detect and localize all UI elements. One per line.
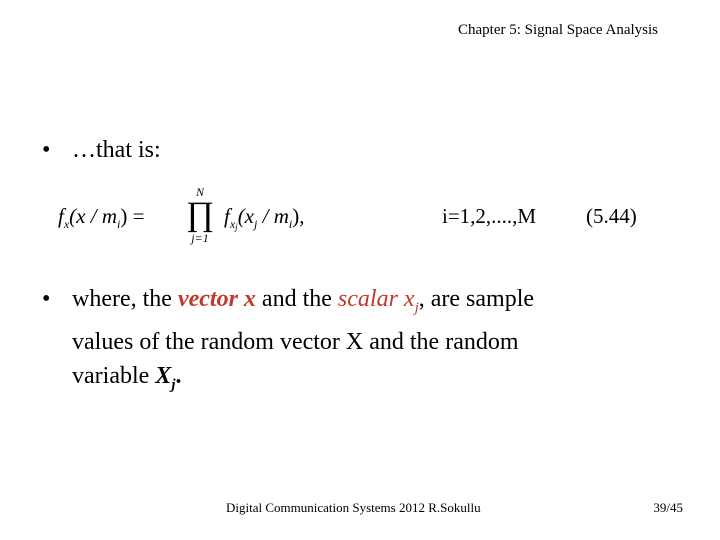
equation-range: i=1,2,....,M <box>442 204 537 228</box>
bullet-text-line1: where, the vector x and the scalar $x_j$, are sample <box>72 286 535 316</box>
page-number: 39/45 <box>653 500 683 515</box>
bullet-text-line2: values of the random vector X and the random <box>72 329 519 355</box>
equation-rhs: $f_{xj}(x_j / m_i)$, <box>224 204 305 232</box>
vector-x-term: vector x <box>177 286 256 312</box>
equation-number: (5.44) <box>586 204 637 228</box>
bullet-item-where <box>42 282 662 402</box>
slide-footer: Digital Communication Systems 2012 R.Sokullu <box>226 500 481 515</box>
bullet-text: …that is: <box>72 137 161 163</box>
slide-header: Chapter 5: Signal Space Analysis <box>458 22 658 38</box>
equation-5-44 <box>58 186 658 246</box>
bullet-text-line3: variable $X_j$. <box>72 363 182 393</box>
bullet-dot: • <box>42 286 51 312</box>
bullet-dot: • <box>42 137 51 163</box>
product-operator: N ∏ j=1 <box>186 185 214 245</box>
equation-lhs: $f_x(x / m_i)$ = <box>58 204 145 231</box>
bullet-item-that-is <box>42 133 161 167</box>
scalar-x-term: scalar x <box>337 286 415 312</box>
